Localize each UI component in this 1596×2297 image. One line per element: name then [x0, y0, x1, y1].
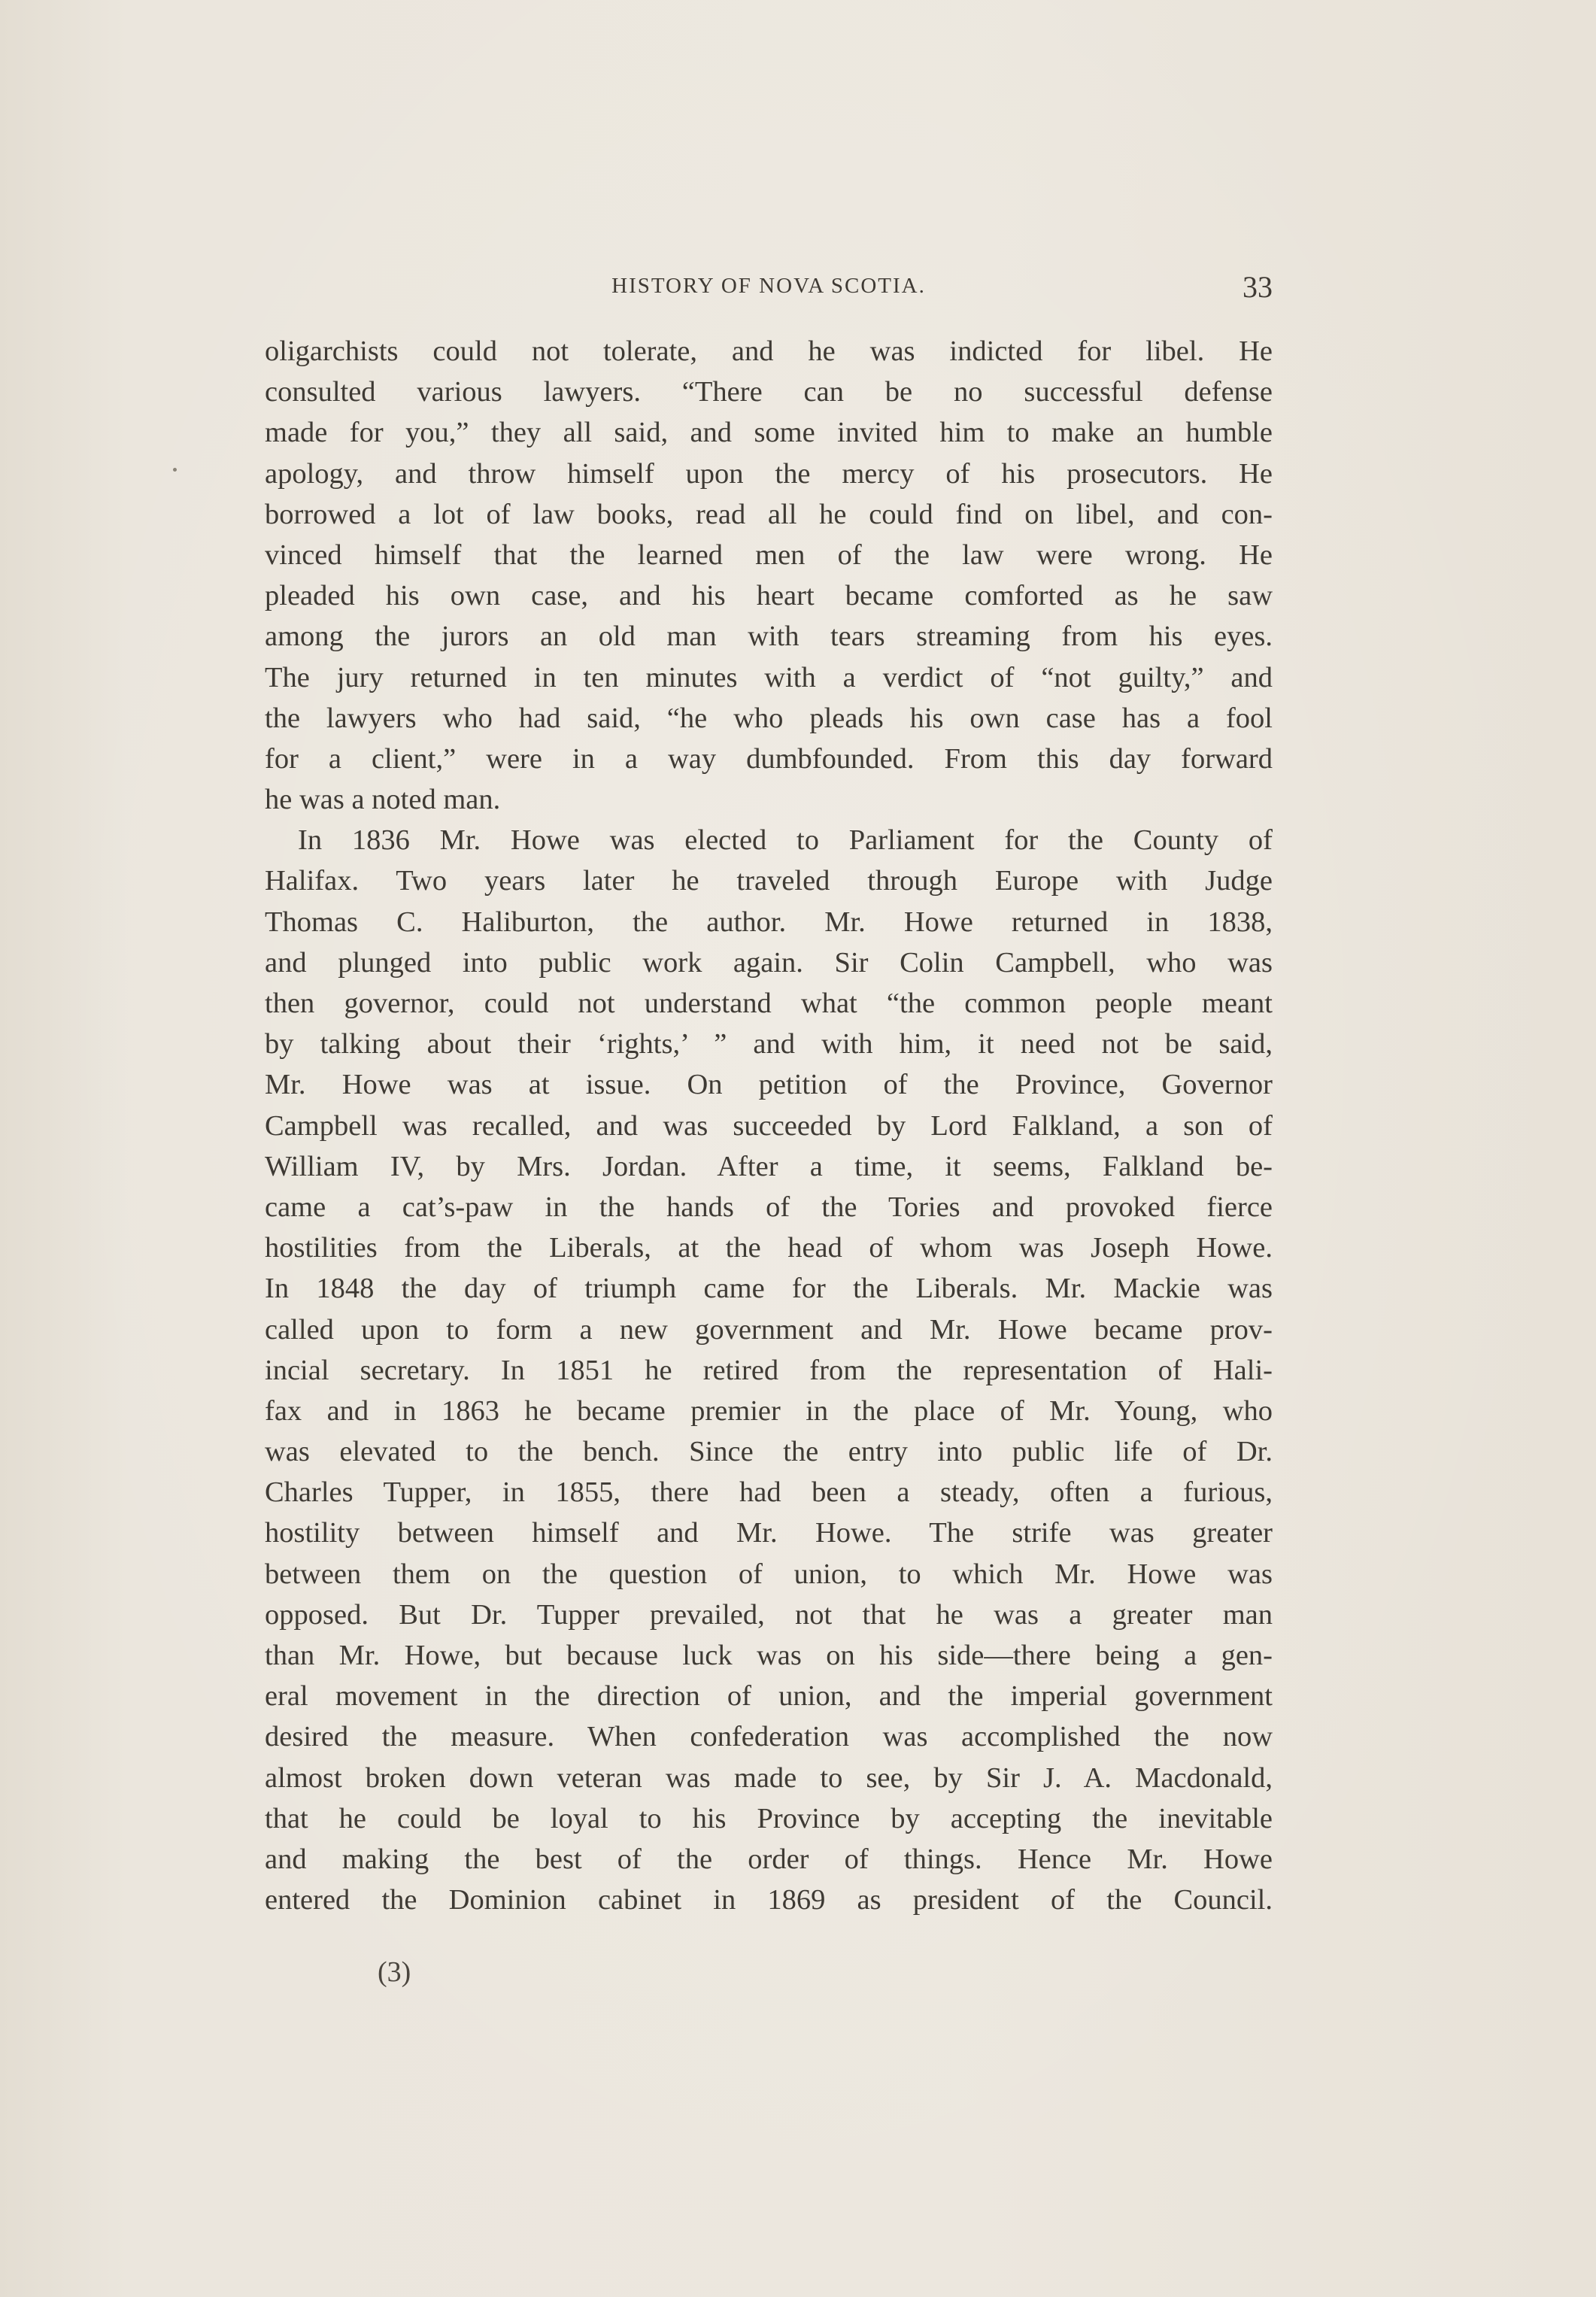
- text-line: the lawyers who had said, “he who pleads his own case has a fool: [265, 702, 1273, 734]
- body-text: [265, 331, 1273, 1920]
- text-line: hostilities from the Liberals, at the head of whom was Joseph Howe.: [265, 1232, 1273, 1264]
- paper-speck: [173, 468, 177, 472]
- text-line: called upon to form a new government and Mr. Howe became prov-: [265, 1313, 1273, 1346]
- text-line: William IV, by Mrs. Jordan. After a time, it seems, Falkland be-: [265, 1150, 1273, 1182]
- paragraph-start-line: In 1836 Mr. Howe was elected to Parliament for the County of: [298, 824, 1273, 857]
- text-line: that he could be loyal to his Province by accepting the inevitable: [265, 1802, 1273, 1834]
- text-line: among the jurors an old man with tears streaming from his eyes.: [265, 621, 1273, 653]
- text-line: then governor, could not understand what “the common people meant: [265, 988, 1273, 1019]
- text-line: Mr. Howe was at issue. On petition of the Province, Governor: [265, 1069, 1273, 1101]
- text-line: consulted various lawyers. “There can be no successful defense: [265, 376, 1273, 408]
- text-line: and plunged into public work again. Sir Colin Campbell, who was: [265, 946, 1273, 979]
- text-line: pleaded his own case, and his heart became comforted as he saw: [265, 580, 1273, 612]
- text-line: In 1848 the day of triumph came for the Liberals. Mr. Mackie was: [265, 1273, 1273, 1305]
- text-line: borrowed a lot of law books, read all he could find on libel, and con-: [265, 498, 1273, 530]
- text-line: for a client,” were in a way dumbfounded. From this day forward: [265, 742, 1273, 775]
- text-line: desired the measure. When confederation was accomplished the now: [265, 1721, 1273, 1753]
- text-line: fax and in 1863 he became premier in the place of Mr. Young, who: [265, 1394, 1273, 1427]
- text-line: between them on the question of union, to which Mr. Howe was: [265, 1558, 1273, 1590]
- text-line: Campbell was recalled, and was succeeded by Lord Falkland, a son of: [265, 1109, 1273, 1142]
- text-line: hostility between himself and Mr. Howe. The strife was greater: [265, 1517, 1273, 1549]
- text-line: apology, and throw himself upon the mercy of his prosecutors. He: [265, 457, 1273, 490]
- text-line: opposed. But Dr. Tupper prevailed, not that he was a greater man: [265, 1598, 1273, 1631]
- text-line: came a cat’s-paw in the hands of the Tories and provoked fierce: [265, 1191, 1273, 1223]
- text-line: Thomas C. Haliburton, the author. Mr. Howe returned in 1838,: [265, 906, 1273, 938]
- paragraph-end-line: he was a noted man.: [265, 784, 501, 816]
- signature-mark: (3): [378, 1956, 411, 1988]
- text-line: and making the best of the order of things. Hence Mr. Howe: [265, 1843, 1273, 1875]
- text-line: The jury returned in ten minutes with a verdict of “not guilty,” and: [265, 661, 1273, 693]
- text-line: almost broken down veteran was made to see, by Sir J. A. Macdonald,: [265, 1761, 1273, 1794]
- text-line: was elevated to the bench. Since the entry into public life of Dr.: [265, 1436, 1273, 1468]
- text-line: entered the Dominion cabinet in 1869 as president of the Council.: [265, 1884, 1273, 1916]
- text-line: made for you,” they all said, and some invited him to make an humble: [265, 417, 1273, 449]
- page-number: 33: [1243, 270, 1273, 304]
- running-title: HISTORY OF NOVA SCOTIA.: [611, 274, 926, 298]
- text-line: Charles Tupper, in 1855, there had been a steady, often a furious,: [265, 1476, 1273, 1509]
- text-line: than Mr. Howe, but because luck was on his side—there being a gen-: [265, 1640, 1273, 1671]
- text-line: eral movement in the direction of union, and the imperial government: [265, 1680, 1273, 1713]
- running-head: [265, 269, 1273, 307]
- text-line: vinced himself that the learned men of the law were wrong. He: [265, 539, 1273, 571]
- text-line: by talking about their ‘rights,’ ” and with him, it need not be said,: [265, 1028, 1273, 1061]
- text-line: incial secretary. In 1851 he retired from the representation of Hali-: [265, 1354, 1273, 1386]
- text-line: Halifax. Two years later he traveled through Europe with Judge: [265, 865, 1273, 897]
- text-line: oligarchists could not tolerate, and he was indicted for libel. He: [265, 335, 1273, 367]
